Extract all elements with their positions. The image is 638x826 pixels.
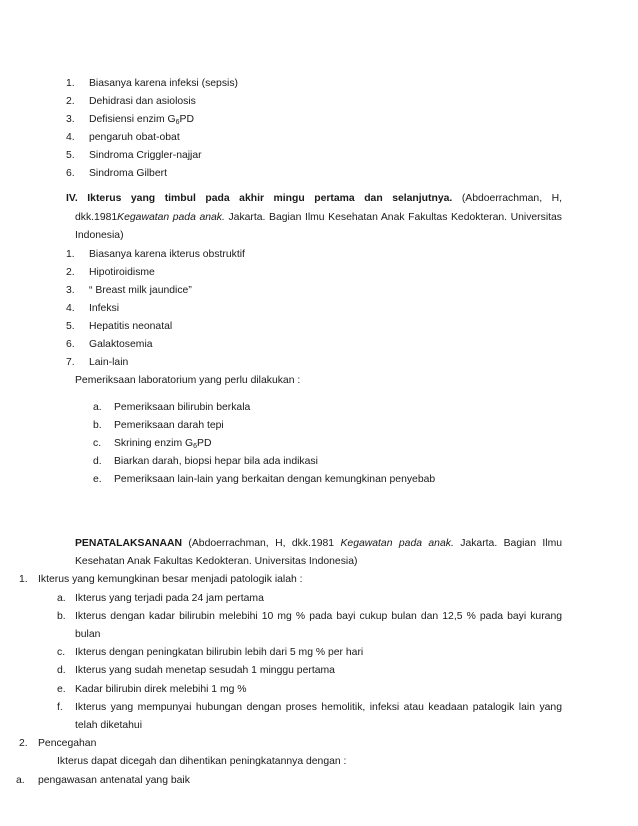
list-item: Pemeriksaan darah tepi — [114, 420, 224, 431]
list-number: 4. — [66, 132, 75, 143]
list-letter: b. — [57, 611, 66, 622]
list-number: 4. — [66, 303, 75, 314]
list-number: 2. — [19, 738, 28, 749]
list-item: Skrining enzim $G_6PD$ — [114, 438, 212, 450]
list-number: 5. — [66, 150, 75, 161]
list-item: Defisiensi enzim $G_6PD$ — [89, 114, 194, 126]
list-letter: a. — [16, 775, 25, 786]
list-item: Kadar bilirubin direk melebihi 1 mg % — [75, 684, 247, 695]
list-number: 2. — [66, 267, 75, 278]
list-item: Sindroma Criggler-najjar — [89, 150, 202, 161]
list-item: Ikterus yang mempunyai hubungan dengan proses hemolitik, infeksi atau keadaan patalogik lain yang — [75, 702, 562, 713]
list-item: pengawasan antenatal yang baik — [38, 775, 190, 786]
list-letter: e. — [57, 684, 66, 695]
list-item: Pemeriksaan bilirubin berkala — [114, 402, 251, 413]
list-letter: e. — [93, 474, 102, 485]
list-number: 6. — [66, 168, 75, 179]
list-item: Pemeriksaan lain-lain yang berkaitan dengan kemungkinan penyebab — [114, 474, 436, 485]
list-letter: d. — [57, 665, 66, 676]
list-number: 1. — [66, 249, 75, 260]
list-item: Ikterus dengan kadar bilirubin melebihi 10 mg % pada bayi cukup bulan dan 12,5 % pada bayi kurang — [75, 611, 562, 622]
list-number: 7. — [66, 357, 75, 368]
list-letter: c. — [57, 647, 66, 658]
paragraph: Ikterus dapat dicegah dan dihentikan peningkatannya dengan : — [57, 756, 347, 767]
list-letter: a. — [57, 593, 66, 604]
list-item: Dehidrasi dan asiolosis — [89, 96, 196, 107]
list-letter: d. — [93, 456, 102, 467]
list-letter: c. — [93, 438, 102, 449]
list-letter: a. — [93, 402, 102, 413]
list-number: 1. — [66, 78, 75, 89]
list-number: 3. — [66, 114, 75, 125]
list-item: Lain-lain — [89, 357, 129, 368]
list-item: Infeksi — [89, 303, 120, 314]
list-item: pengaruh obat-obat — [89, 132, 180, 143]
list-letter: f. — [57, 702, 63, 713]
list-item-continuation: bulan — [75, 629, 101, 640]
list-item: Ikterus yang kemungkinan besar menjadi patologik ialah : — [38, 574, 303, 585]
list-item: Biasanya karena ikterus obstruktif — [89, 249, 245, 260]
list-item-continuation: telah diketahui — [75, 720, 143, 731]
list-item: Ikterus yang terjadi pada 24 jam pertama — [75, 593, 264, 604]
list-number: 5. — [66, 321, 75, 332]
list-item: Galaktosemia — [89, 339, 153, 350]
list-item: Biarkan darah, biopsi hepar bila ada indikasi — [114, 456, 318, 467]
lab-intro: Pemeriksaan laboratorium yang perlu dilakukan : — [75, 375, 301, 386]
list-item: Ikterus yang sudah menetap sesudah 1 minggu pertama — [75, 665, 335, 676]
list-number: 3. — [66, 285, 75, 296]
citation-end: Indonesia) — [75, 230, 124, 241]
list-number: 1. — [19, 574, 28, 585]
citation: dkk.1981Kegawatan pada anak. Jakarta. Bagian Ilmu Kesehatan Anak Fakultas Kedokteran. Universitas — [75, 212, 562, 223]
list-item: Pencegahan — [38, 738, 97, 749]
section-heading: IV. Ikterus yang timbul pada akhir mingu pertama dan selanjutnya. (Abdoerrachman, H, — [66, 193, 563, 204]
list-number: 2. — [66, 96, 75, 107]
citation: Kesehatan Anak Fakultas Kedokteran. Universitas Indonesia) — [75, 556, 358, 567]
list-item: Hipotiroidisme — [89, 267, 155, 278]
list-item: “ Breast milk jaundice” — [89, 285, 192, 296]
section-heading: PENATALAKSANAAN (Abdoerrachman, H, dkk.1981 Kegawatan pada anak. Jakarta. Bagian Ilmu — [75, 538, 563, 549]
list-item: Sindroma Gilbert — [89, 168, 167, 179]
list-item: Ikterus dengan peningkatan bilirubin lebih dari 5 mg % per hari — [75, 647, 364, 658]
list-letter: b. — [93, 420, 102, 431]
list-item: Biasanya karena infeksi (sepsis) — [89, 78, 239, 89]
list-item: Hepatitis neonatal — [89, 321, 173, 332]
list-number: 6. — [66, 339, 75, 350]
